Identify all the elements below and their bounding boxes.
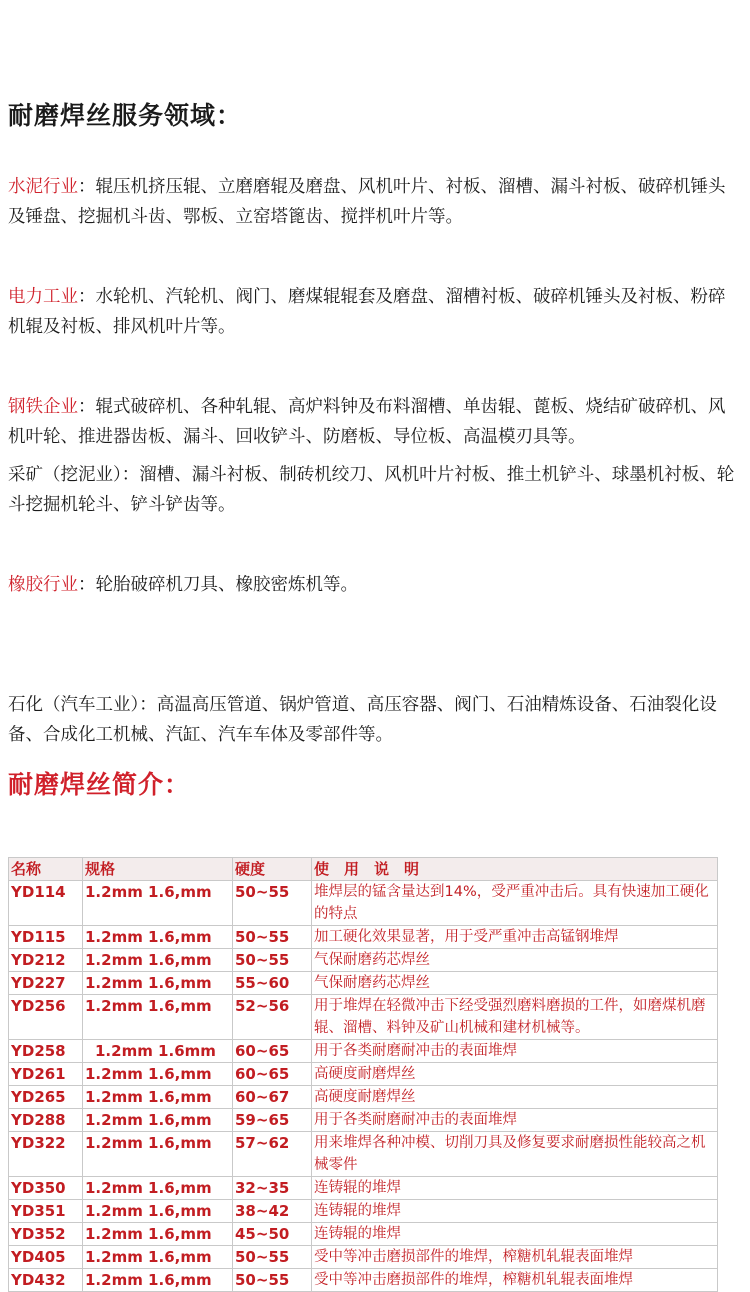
field-text: 石化（汽车工业）：高温高压管道、锅炉管道、高压容器、阀门、石油精炼设备、石油裂化设备、合成化工机械、汽缸、汽车车体及零部件等。 xyxy=(8,695,717,745)
cell-usage: 用于各类耐磨耐冲击的表面堆焊 xyxy=(312,1109,718,1132)
cell-hardness: 60~67 xyxy=(233,1086,312,1109)
cell-name: YD265 xyxy=(9,1086,83,1109)
table-row xyxy=(9,972,718,995)
cell-usage: 加工硬化效果显著，用于受严重冲击高锰钢堆焊 xyxy=(312,926,718,949)
header-name: 名称 xyxy=(9,858,83,881)
cell-name: YD432 xyxy=(9,1269,83,1292)
field-label: 电力工业 xyxy=(8,287,78,307)
field-text: 采矿（挖泥业）：溜槽、漏斗衬板、制砖机绞刀、风机叶片衬板、推土机铲斗、球墨机衬板、轮斗挖掘机轮斗、铲斗铲齿等。 xyxy=(8,465,735,515)
cell-spec: 1.2mm 1.6,mm xyxy=(83,1177,233,1200)
cell-usage: 连铸辊的堆焊 xyxy=(312,1200,718,1223)
field-petrochem xyxy=(8,690,742,750)
cell-spec: 1.2mm 1.6,mm xyxy=(83,1109,233,1132)
cell-name: YD212 xyxy=(9,949,83,972)
field-text: ：水轮机、汽轮机、阀门、磨煤辊辊套及磨盘、溜槽衬板、破碎机锤头及衬板、粉碎机辊及衬板、排风机叶片等。 xyxy=(8,287,726,337)
header-spec: 规格 xyxy=(83,858,233,881)
cell-spec: 1.2mm 1.6,mm xyxy=(83,949,233,972)
field-label: 水泥行业 xyxy=(8,177,78,197)
field-text: ：轮胎破碎机刀具、橡胶密炼机等。 xyxy=(78,575,358,595)
table-row xyxy=(9,1063,718,1086)
field-cement xyxy=(8,172,742,232)
field-label: 橡胶行业 xyxy=(8,575,78,595)
field-rubber xyxy=(8,570,742,600)
table-row xyxy=(9,926,718,949)
cell-spec: 1.2mm 1.6,mm xyxy=(83,995,233,1040)
field-text: ：辊式破碎机、各种轧辊、高炉料钟及布料溜槽、单齿辊、蓖板、烧结矿破碎机、风机叶轮、推进器齿板、漏斗、回收铲斗、防磨板、导位板、高温模刃具等。 xyxy=(8,397,726,447)
cell-name: YD352 xyxy=(9,1223,83,1246)
cell-usage: 连铸辊的堆焊 xyxy=(312,1223,718,1246)
cell-hardness: 50~55 xyxy=(233,1246,312,1269)
cell-spec: 1.2mm 1.6,mm xyxy=(83,1200,233,1223)
cell-name: YD288 xyxy=(9,1109,83,1132)
cell-hardness: 45~50 xyxy=(233,1223,312,1246)
cell-spec: 1.2mm 1.6,mm xyxy=(83,1063,233,1086)
table-row xyxy=(9,1246,718,1269)
table-row xyxy=(9,1223,718,1246)
table-row xyxy=(9,881,718,926)
table-row xyxy=(9,1200,718,1223)
cell-usage: 气保耐磨药芯焊丝 xyxy=(312,949,718,972)
field-text: ：辊压机挤压辊、立磨磨辊及磨盘、风机叶片、衬板、溜槽、漏斗衬板、破碎机锤头及锤盘、挖掘机斗齿、鄂板、立窑塔篦齿、搅拌机叶片等。 xyxy=(8,177,726,227)
cell-usage: 受中等冲击磨损部件的堆焊，榨糖机轧辊表面堆焊 xyxy=(312,1246,718,1269)
cell-usage: 连铸辊的堆焊 xyxy=(312,1177,718,1200)
cell-name: YD322 xyxy=(9,1132,83,1177)
service-fields-title: 耐磨焊丝服务领域： xyxy=(8,101,243,130)
cell-usage: 堆焊层的锰含量达到14%，受严重冲击后。具有快速加工硬化的特点 xyxy=(312,881,718,926)
cell-usage: 气保耐磨药芯焊丝 xyxy=(312,972,718,995)
table-row xyxy=(9,949,718,972)
cell-name: YD261 xyxy=(9,1063,83,1086)
cell-spec: 1.2mm 1.6,mm xyxy=(83,1086,233,1109)
cell-hardness: 50~55 xyxy=(233,881,312,926)
table-row xyxy=(9,995,718,1040)
cell-usage: 用来堆焊各种冲模、切削刀具及修复要求耐磨损性能较高之机械零件 xyxy=(312,1132,718,1177)
table-row xyxy=(9,1177,718,1200)
cell-spec: 1.2mm 1.6,mm xyxy=(83,881,233,926)
cell-name: YD115 xyxy=(9,926,83,949)
cell-hardness: 55~60 xyxy=(233,972,312,995)
table-row xyxy=(9,1269,718,1292)
cell-hardness: 60~65 xyxy=(233,1040,312,1063)
cell-hardness: 50~55 xyxy=(233,1269,312,1292)
cell-hardness: 50~55 xyxy=(233,949,312,972)
table-row xyxy=(9,1109,718,1132)
cell-usage: 用于各类耐磨耐冲击的表面堆焊 xyxy=(312,1040,718,1063)
table-header-row xyxy=(9,858,718,881)
cell-name: YD256 xyxy=(9,995,83,1040)
field-label: 钢铁企业 xyxy=(8,397,78,417)
cell-name: YD350 xyxy=(9,1177,83,1200)
cell-spec: 1.2mm 1.6,mm xyxy=(83,926,233,949)
cell-spec: 1.2mm 1.6,mm xyxy=(83,972,233,995)
field-steel xyxy=(8,392,742,452)
cell-spec: 1.2mm 1.6mm xyxy=(83,1040,233,1063)
cell-spec: 1.2mm 1.6,mm xyxy=(83,1246,233,1269)
cell-name: YD258 xyxy=(9,1040,83,1063)
cell-spec: 1.2mm 1.6,mm xyxy=(83,1132,233,1177)
cell-name: YD227 xyxy=(9,972,83,995)
cell-usage: 受中等冲击磨损部件的堆焊，榨糖机轧辊表面堆焊 xyxy=(312,1269,718,1292)
intro-title: 耐磨焊丝简介： xyxy=(8,770,191,799)
cell-hardness: 50~55 xyxy=(233,926,312,949)
cell-usage: 高硬度耐磨焊丝 xyxy=(312,1086,718,1109)
cell-hardness: 32~35 xyxy=(233,1177,312,1200)
cell-hardness: 59~65 xyxy=(233,1109,312,1132)
cell-hardness: 60~65 xyxy=(233,1063,312,1086)
table-row xyxy=(9,1132,718,1177)
header-hardness: 硬度 xyxy=(233,858,312,881)
cell-spec: 1.2mm 1.6,mm xyxy=(83,1223,233,1246)
cell-name: YD114 xyxy=(9,881,83,926)
cell-name: YD351 xyxy=(9,1200,83,1223)
cell-usage: 高硬度耐磨焊丝 xyxy=(312,1063,718,1086)
cell-hardness: 52~56 xyxy=(233,995,312,1040)
wire-spec-table xyxy=(8,857,718,1292)
field-mining xyxy=(8,460,742,520)
cell-hardness: 57~62 xyxy=(233,1132,312,1177)
cell-spec: 1.2mm 1.6,mm xyxy=(83,1269,233,1292)
field-power xyxy=(8,282,742,342)
cell-name: YD405 xyxy=(9,1246,83,1269)
table-row xyxy=(9,1040,718,1063)
table-row xyxy=(9,1086,718,1109)
cell-hardness: 38~42 xyxy=(233,1200,312,1223)
cell-usage: 用于堆焊在轻微冲击下经受强烈磨料磨损的工件，如磨煤机磨辊、溜槽、料钟及矿山机械和建材机械等。 xyxy=(312,995,718,1040)
header-usage: 使 用 说 明 xyxy=(312,858,718,881)
